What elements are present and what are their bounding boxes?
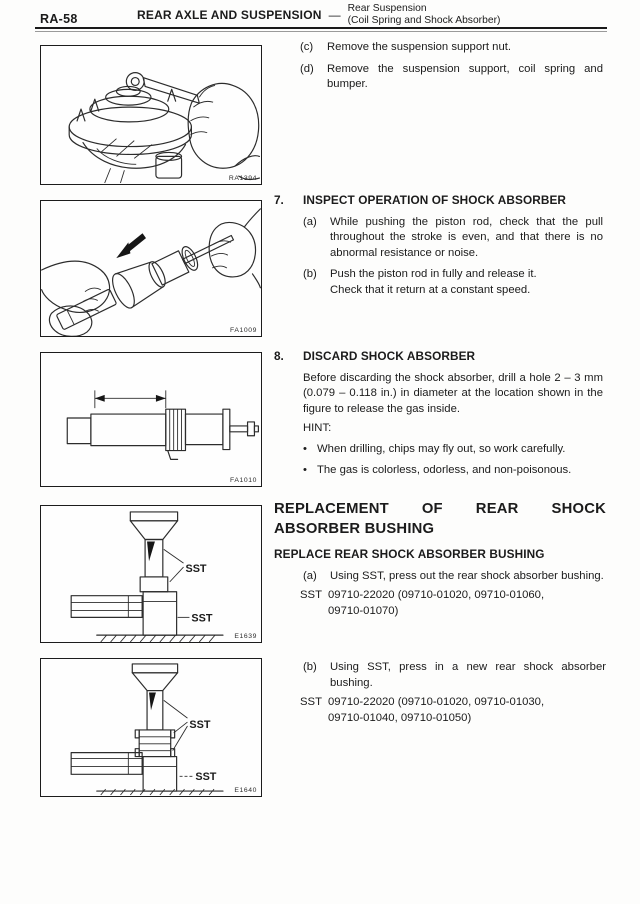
sst-spec-a: [300, 588, 606, 619]
section-8-body: Before discarding the shock absorber, drill a hole 2 – 3 mm (0.079 – 0.118 in.) in diameter at the location shown in the figure to release the gas inside.: [303, 371, 603, 415]
sst-label: SST: [189, 718, 211, 731]
header-separator: —: [328, 7, 341, 22]
step-7a: [303, 215, 603, 262]
header-title: REAR AXLE AND SUSPENSION: [137, 7, 322, 22]
step-rep-a-label: (a): [303, 569, 317, 582]
step-rep-b: [303, 660, 606, 691]
step-d-text: Remove the suspension support, coil spring and bumper.: [327, 62, 603, 91]
illustration-press-in-bushing: [41, 659, 261, 796]
figure-sst-press-out: [40, 505, 262, 643]
step-7b-text: [330, 267, 603, 298]
step-c-label: (c): [300, 41, 314, 53]
step-7b-line1: Push the piston rod in fully and release it.: [330, 268, 537, 281]
figure-code: RA1394: [228, 175, 257, 182]
replacement-step-b: [274, 660, 606, 726]
hint-item-1: [303, 442, 603, 458]
replacement-section: [274, 500, 606, 619]
hint-item-2: [303, 463, 603, 479]
bullet-icon: •: [303, 463, 307, 476]
hint-2-text: The gas is colorless, odorless, and non-poisonous.: [317, 463, 572, 476]
sst-b-label: SST: [300, 696, 322, 709]
step-rep-a-text: Using SST, press out the rear shock absorber bushing.: [330, 569, 604, 582]
sst-spec-b: [300, 695, 606, 726]
sst-a-line1: 09710-22020 (09710-01020, 09710-01060,: [328, 589, 545, 602]
figure-code: FA1010: [229, 477, 257, 484]
header-rule: [35, 27, 607, 32]
section-7-title: INSPECT OPERATION OF SHOCK ABSORBER: [303, 193, 567, 207]
figure-code: E1640: [234, 787, 257, 794]
step-rep-b-text: Using SST, press in a new rear shock absorber bushing.: [330, 661, 606, 689]
hint-label: HINT:: [303, 422, 332, 435]
replacement-title: REPLACEMENT OF REAR SHOCK ABSORBER BUSHING: [274, 501, 606, 537]
figure-code: FA1009: [229, 327, 257, 334]
step-7b-label: (b): [303, 268, 317, 281]
step-d: [300, 62, 603, 93]
steps-c-d: [300, 40, 603, 93]
illustration-press-out-bushing: [41, 506, 261, 642]
section-8-heading: [274, 349, 603, 365]
sst-b-numbers: [328, 695, 544, 726]
sst-a-numbers: [328, 588, 544, 619]
step-7b: [303, 267, 603, 298]
step-7b-line2: Check that it return at a constant speed.: [330, 283, 531, 296]
section-7: [274, 193, 603, 299]
step-7a-label: (a): [303, 215, 317, 228]
section-8-number: 8.: [274, 349, 284, 363]
step-rep-b-label: (b): [303, 661, 317, 673]
illustration-socket-wrench-on-suspension-support: [41, 46, 261, 184]
page-header: [137, 3, 500, 26]
section-7-number: 7.: [274, 193, 284, 207]
illustration-shock-absorber-dimension: [41, 353, 261, 486]
figure-code: E1639: [234, 633, 257, 640]
section-8: [274, 349, 603, 478]
sst-label: SST: [185, 563, 207, 576]
figure-shock-absorber-drill-location: [40, 352, 262, 487]
header-subtitle-line1: Rear Suspension: [347, 3, 427, 14]
step-d-label: (d): [300, 62, 314, 75]
header-subtitle-line2: (Coil Spring and Shock Absorber): [347, 14, 501, 26]
step-c-text: Remove the suspension support nut.: [327, 41, 511, 53]
step-7a-text: While pushing the piston rod, check that the pull throughout the stroke is even, and that there is no abnormal resistance or noise.: [330, 215, 603, 259]
figure-piston-rod-inspection: [40, 200, 262, 337]
bullet-icon: •: [303, 442, 307, 455]
sst-label: SST: [191, 612, 213, 625]
figure-suspension-support-removal: [40, 45, 262, 185]
sst-b-line2: 09710-01040, 09710-01050): [328, 711, 472, 724]
header-subtitle: [348, 3, 501, 26]
figure-sst-press-in: [40, 658, 262, 797]
page-number: RA-58: [40, 12, 78, 26]
section-8-title: DISCARD SHOCK ABSORBER: [303, 349, 476, 363]
hint-1-text: When drilling, chips may fly out, so work carefully.: [317, 442, 566, 455]
step-c: [300, 40, 603, 56]
sst-a-label: SST: [300, 589, 322, 602]
sst-b-line1: 09710-22020 (09710-01020, 09710-01030,: [328, 696, 545, 709]
sst-label: SST: [195, 771, 217, 784]
sst-a-line2: 09710-01070): [328, 604, 399, 617]
section-7-heading: [274, 193, 603, 209]
step-rep-a: [303, 569, 606, 585]
illustration-hands-pushing-piston-rod: [41, 201, 261, 336]
replacement-subtitle: REPLACE REAR SHOCK ABSORBER BUSHING: [274, 547, 545, 561]
